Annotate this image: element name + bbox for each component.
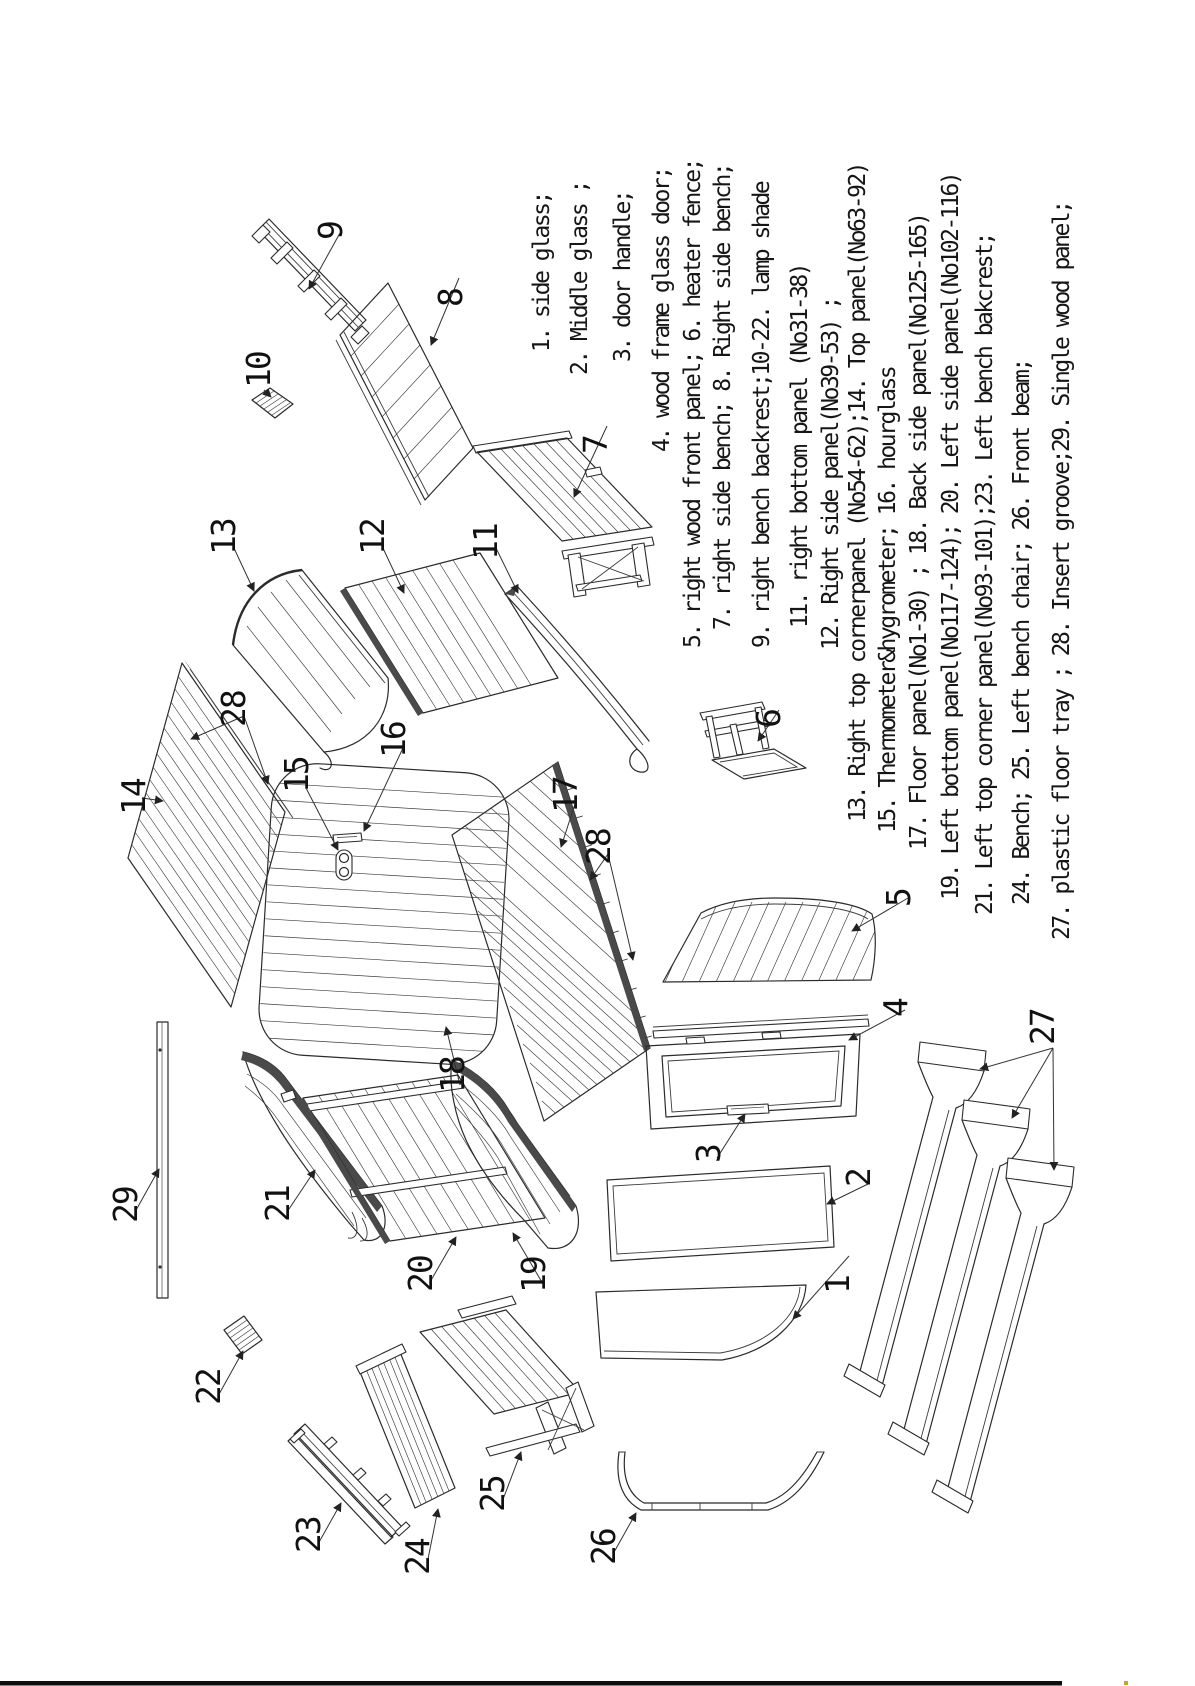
part-number-label-15: 15 bbox=[277, 757, 316, 793]
parts-list-line-15: 24. Bench; 25. Left bench chair; 26. Front beam; bbox=[1009, 360, 1035, 905]
part-number-label-12: 12 bbox=[353, 519, 392, 555]
leader-line-part-27 bbox=[1053, 1048, 1054, 1170]
part-number-label-22: 22 bbox=[189, 1369, 228, 1405]
part-number-label-10: 10 bbox=[239, 352, 278, 388]
parts-list-line-12: 17. Floor panel(No1-30) ; 18. Back side panel(No125-165) bbox=[906, 214, 932, 850]
part-number-label-17: 17 bbox=[546, 777, 585, 813]
leader-line-part-8 bbox=[431, 278, 459, 345]
part-28-insert-groove-a bbox=[184, 660, 293, 818]
part-26-front-beam bbox=[618, 1452, 824, 1510]
part-number-label-18: 18 bbox=[433, 1057, 472, 1093]
part-16-hourglass bbox=[333, 833, 362, 843]
parts-list-line-3: 3. door handle; bbox=[610, 191, 636, 362]
part-18-back-side-panel bbox=[256, 761, 511, 1067]
parts-list-line-2: 2. Middle glass ; bbox=[567, 182, 593, 375]
part-number-label-27: 27 bbox=[1023, 1009, 1062, 1045]
part-17-floor-panel bbox=[452, 762, 856, 1372]
part-number-label-28: 28 bbox=[214, 691, 253, 727]
part-number-label-23: 23 bbox=[289, 1517, 328, 1553]
part-number-label-13: 13 bbox=[204, 519, 243, 555]
part-4-wood-frame-glass-door bbox=[646, 1015, 869, 1129]
part-number-label-6: 6 bbox=[749, 710, 788, 728]
part-number-label-21: 21 bbox=[258, 1186, 297, 1222]
part-11-right-bottom-panel bbox=[505, 586, 649, 772]
part-24-left-bench-board bbox=[356, 1344, 455, 1508]
part-15-thermometer-hygrometer bbox=[336, 850, 352, 880]
part-number-label-29: 29 bbox=[106, 1187, 145, 1223]
part-number-label-14: 14 bbox=[114, 779, 153, 815]
part-1-side-glass bbox=[596, 1285, 806, 1360]
part-8-right-side-bench-board bbox=[336, 283, 473, 505]
part-number-label-7: 7 bbox=[576, 436, 615, 454]
part-number-label-8: 8 bbox=[431, 289, 470, 307]
parts-list-line-1: 1. side glass; bbox=[529, 193, 555, 352]
part-2-middle-glass bbox=[607, 1166, 834, 1261]
part-number-label-11: 11 bbox=[466, 524, 505, 560]
part-20-left-side-panel bbox=[298, 1075, 545, 1244]
part-number-label-19: 19 bbox=[514, 1257, 553, 1293]
part-number-label-9: 9 bbox=[311, 222, 350, 240]
part-number-label-5: 5 bbox=[879, 889, 918, 907]
part-29-single-wood-panel bbox=[157, 1022, 168, 1298]
footer-bar bbox=[0, 1681, 1062, 1686]
parts-list-line-6: 7. right side bench; 8. Right side bench; bbox=[710, 164, 736, 630]
part-5-right-wood-front-panel bbox=[640, 898, 888, 1000]
parts-list-line-10: 13. Right top cornerpanel (No54-62);14. Top panel(No63-92) bbox=[845, 163, 871, 822]
leader-line-part-9 bbox=[309, 233, 340, 289]
part-22-lamp-shade-piece bbox=[224, 1316, 262, 1354]
part-number-label-3: 3 bbox=[689, 1145, 728, 1163]
part-7-right-side-bench bbox=[473, 431, 654, 597]
footer-artifact bbox=[1124, 1681, 1128, 1685]
part-number-label-20: 20 bbox=[401, 1256, 440, 1292]
parts-list-line-14: 21. Left top corner panel(No93-101);23. Left bench bakcrest; bbox=[972, 234, 998, 915]
part-number-label-16: 16 bbox=[374, 722, 413, 758]
part-10-lamp-shade-piece bbox=[252, 388, 293, 418]
part-number-label-28: 28 bbox=[579, 829, 618, 865]
part-3-door-handle bbox=[727, 1104, 769, 1115]
parts-list-line-13: 19. Left bottom panel(No117-124); 20. Left side panel(No102-116) bbox=[938, 173, 964, 900]
part-number-label-2: 2 bbox=[839, 1169, 878, 1187]
part-number-label-24: 24 bbox=[398, 1539, 437, 1575]
part-number-label-4: 4 bbox=[876, 999, 915, 1017]
part-14-top-panel bbox=[128, 660, 293, 1007]
part-27-plastic-floor-tray bbox=[844, 1042, 1074, 1513]
leader-line-part-15 bbox=[306, 788, 338, 850]
part-number-label-25: 25 bbox=[473, 1476, 512, 1512]
part-12-right-side-panel bbox=[340, 553, 558, 716]
parts-list-line-11: 15. Thermometer&hygrometer; 16. hourglass bbox=[875, 367, 901, 833]
parts-list-line-4: 4. wood frame glass door; bbox=[649, 168, 675, 452]
parts-list-line-16: 27. plastic floor tray ; 28. Insert groove;29. Single wood panel; bbox=[1049, 202, 1075, 940]
parts-list-line-8: 11. right bottom panel (No31-38) bbox=[787, 264, 813, 628]
part-25-left-bench-chair bbox=[420, 1296, 594, 1456]
parts-list-line-5: 5. right wood front panel; 6. heater fence; bbox=[680, 160, 706, 648]
part-13-right-top-corner-panel bbox=[233, 570, 388, 770]
part-number-label-26: 26 bbox=[584, 1529, 623, 1565]
parts-list-line-9: 12. Right side panel(No39-53) ; bbox=[818, 298, 844, 650]
parts-list-line-7: 9. right bench backrest;10-22. lamp shade bbox=[749, 182, 775, 648]
leader-line-part-16 bbox=[364, 748, 403, 831]
part-number-label-1: 1 bbox=[818, 1276, 857, 1294]
